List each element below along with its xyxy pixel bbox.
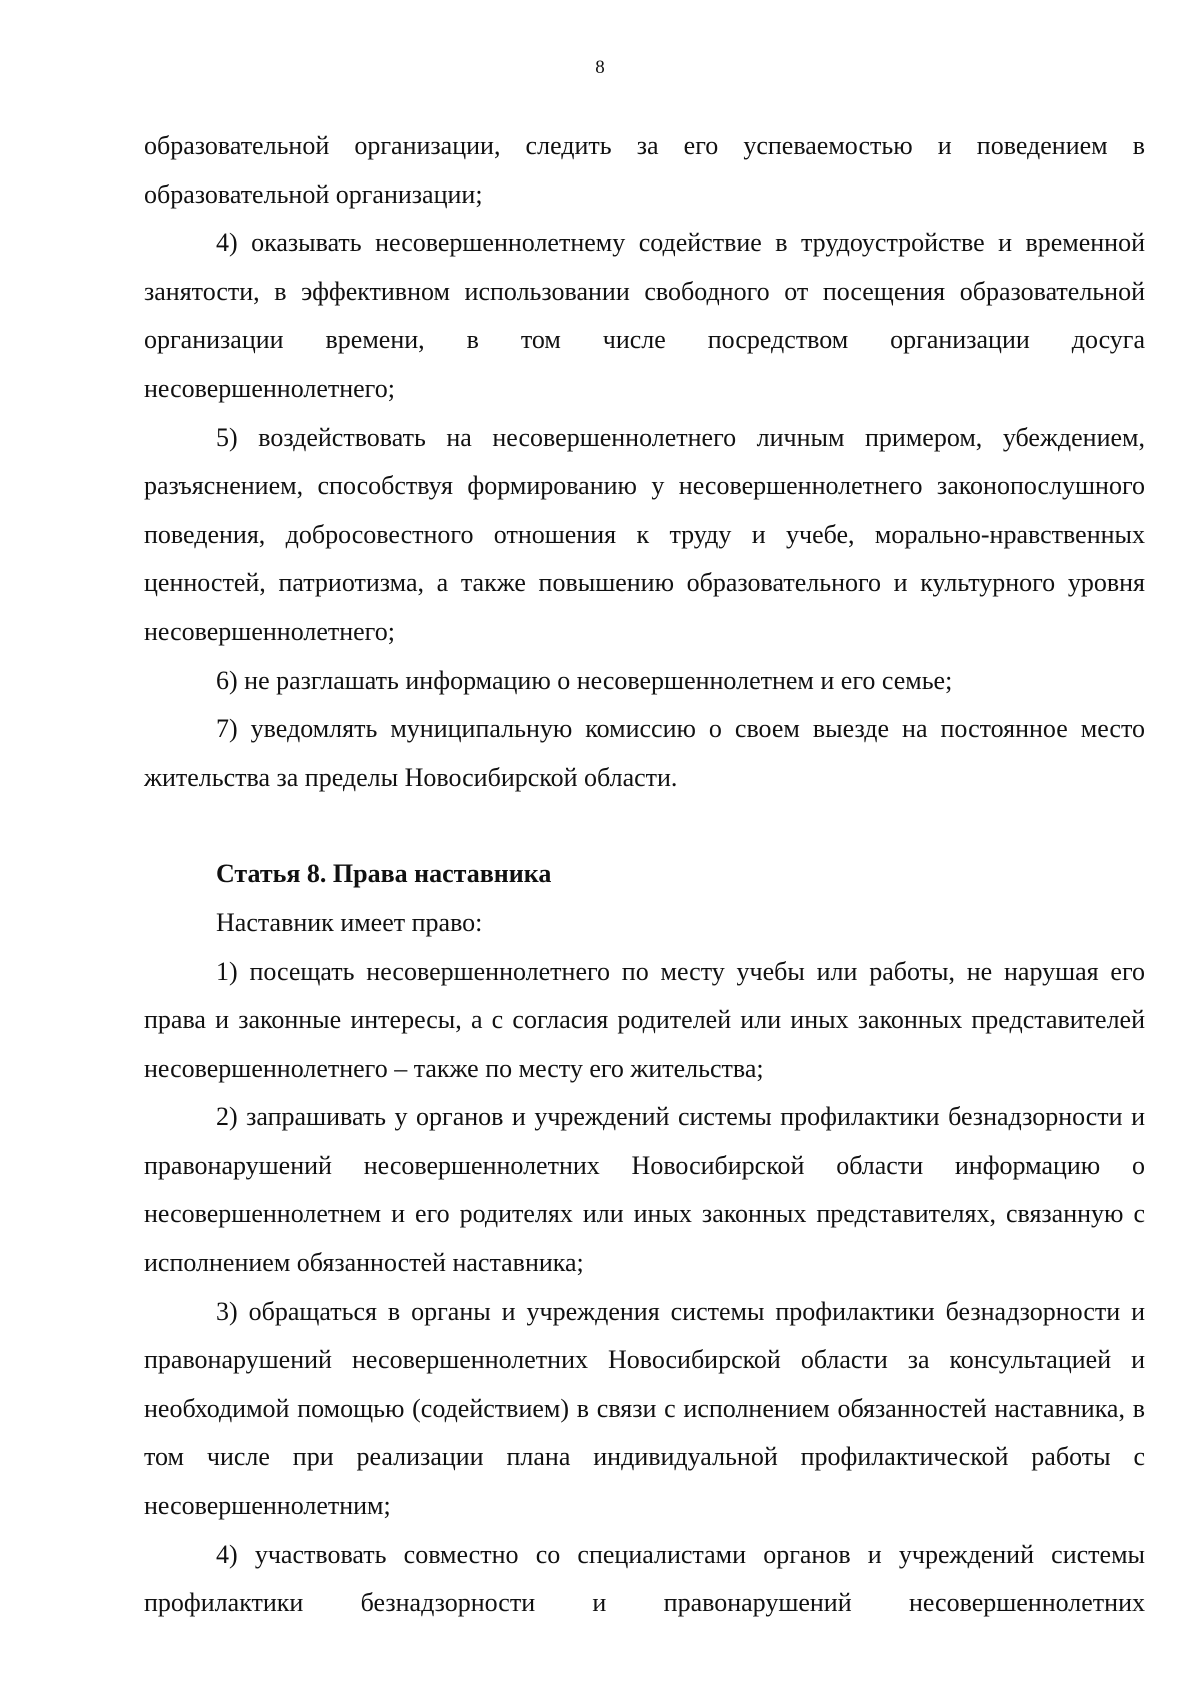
paragraph-intro: Наставник имеет право:: [216, 907, 483, 937]
paragraph-right-3: 3) обращаться в органы и учреждения системы профилактики безнадзорности и правонарушений несовершеннолетних Новосибирской области за консультацией и необходимой помощью (содействием) в связи с исполнением обязанностей наставника, в том числе при реализации плана индивидуальной профилактической работы с несовершеннолетним;: [144, 1296, 1145, 1521]
paragraph-item-6: 6) не разглашать информацию о несовершеннолетнем и его семье;: [216, 665, 953, 695]
paragraph-right-1: 1) посещать несовершеннолетнего по месту учебы или работы, не нарушая его права и законные интересы, а с согласия родителей или иных законных представителей несовершеннолетнего – также по месту его жительства;: [144, 956, 1145, 1083]
document-body: [144, 122, 1145, 1628]
paragraph-right-4: 4) участвовать совместно со специалистами органов и учреждений системы профилактики безнадзорности и правонарушений несовершеннолетних: [144, 1539, 1145, 1618]
article-heading: Статья 8. Права наставника: [216, 859, 552, 889]
page-number: 8: [595, 57, 605, 78]
paragraph-item-7: 7) уведомлять муниципальную комиссию о своем выезде на постоянное место жительства за пределы Новосибирской области.: [144, 714, 1145, 792]
paragraph-continued: образовательной организации, следить за его успеваемостью и поведением в образовательной организации;: [144, 131, 1145, 209]
paragraph-item-4: 4) оказывать несовершеннолетнему содействие в трудоустройстве и временной занятости, в эффективном использовании свободного от посещения образовательной организации времени, в том числе посредством организации досуга несовершеннолетнего;: [144, 228, 1145, 403]
paragraph-right-2: 2) запрашивать у органов и учреждений системы профилактики безнадзорности и правонарушений несовершеннолетних Новосибирской области информацию о несовершеннолетнем и его родителях или иных законных представителях, связанную с исполнением обязанностей наставника;: [144, 1102, 1145, 1278]
paragraph-item-5: 5) воздействовать на несовершеннолетнего личным примером, убеждением, разъяснением, способствуя формированию у несовершеннолетнего законопослушного поведения, добросовестного отношения к труду и учебе, морально-нравственных ценностей, патриотизма, а также повышению образовательного и культурного уровня несовершеннолетнего;: [144, 422, 1145, 646]
